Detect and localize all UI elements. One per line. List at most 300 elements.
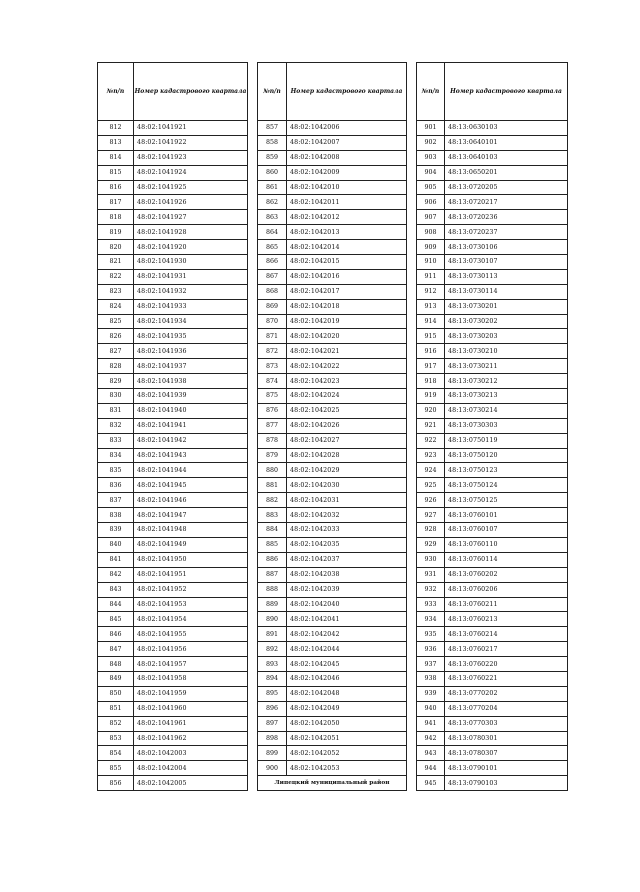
row-number: 915 <box>417 329 445 344</box>
table-row <box>98 240 248 255</box>
table-row <box>258 299 407 314</box>
cadastral-quarter-number: 48:13:0730203 <box>445 329 568 344</box>
cadastral-quarter-number: 48:13:0780301 <box>445 731 568 746</box>
cadastral-quarter-number: 48:02:1042008 <box>287 150 407 165</box>
cadastral-quarter-number: 48:02:1041923 <box>134 150 248 165</box>
table-row <box>98 523 248 538</box>
row-number: 874 <box>258 374 287 389</box>
row-number: 860 <box>258 165 287 180</box>
table-row <box>258 597 407 612</box>
table-row <box>258 150 407 165</box>
cadastral-quarter-number: 48:02:1041948 <box>134 523 248 538</box>
cadastral-quarter-number: 48:02:1041934 <box>134 314 248 329</box>
row-number: 844 <box>98 597 134 612</box>
cadastral-quarter-number: 48:02:1042048 <box>287 686 407 701</box>
cadastral-quarter-number: 48:13:0760110 <box>445 537 568 552</box>
table-header-row <box>417 63 568 121</box>
cadastral-quarter-number: 48:02:1042023 <box>287 374 407 389</box>
table-row <box>258 210 407 225</box>
cadastral-quarter-number: 48:13:0720217 <box>445 195 568 210</box>
cadastral-quarter-number: 48:02:1042020 <box>287 329 407 344</box>
row-number: 916 <box>417 344 445 359</box>
row-number: 939 <box>417 686 445 701</box>
cadastral-quarter-number: 48:02:1042046 <box>287 671 407 686</box>
row-number: 926 <box>417 493 445 508</box>
table-row <box>417 418 568 433</box>
cadastral-quarter-number: 48:02:1042003 <box>134 746 248 761</box>
table-header-row <box>258 63 407 121</box>
table-row <box>417 642 568 657</box>
cadastral-quarter-number: 48:02:1041955 <box>134 627 248 642</box>
cadastral-quarter-number: 48:02:1041956 <box>134 642 248 657</box>
table-row <box>417 746 568 761</box>
table-row <box>98 776 248 791</box>
cadastral-quarter-number: 48:02:1042037 <box>287 552 407 567</box>
table-row <box>417 314 568 329</box>
row-number: 930 <box>417 552 445 567</box>
cadastral-quarter-number: 48:02:1041938 <box>134 374 248 389</box>
row-number: 901 <box>417 121 445 136</box>
cadastral-quarter-number: 48:02:1042024 <box>287 389 407 404</box>
row-number: 904 <box>417 165 445 180</box>
row-number: 899 <box>258 746 287 761</box>
table-row <box>417 150 568 165</box>
row-number: 927 <box>417 508 445 523</box>
row-number: 903 <box>417 150 445 165</box>
row-number: 875 <box>258 389 287 404</box>
cadastral-quarter-number: 48:13:0750123 <box>445 463 568 478</box>
table-row <box>258 716 407 731</box>
cadastral-quarter-number: 48:13:0730214 <box>445 403 568 418</box>
cadastral-quarter-number: 48:02:1042032 <box>287 508 407 523</box>
row-number: 850 <box>98 686 134 701</box>
cadastral-quarter-number: 48:02:1042004 <box>134 761 248 776</box>
table-row <box>258 195 407 210</box>
row-number: 832 <box>98 418 134 433</box>
row-number: 921 <box>417 418 445 433</box>
table-row <box>258 389 407 404</box>
row-number: 812 <box>98 121 134 136</box>
row-number: 870 <box>258 314 287 329</box>
cadastral-quarter-number: 48:02:1042025 <box>287 403 407 418</box>
table-row <box>258 567 407 582</box>
cadastral-quarter-number: 48:02:1042011 <box>287 195 407 210</box>
cadastral-quarter-number: 48:13:0760217 <box>445 642 568 657</box>
table-row <box>258 627 407 642</box>
cadastral-quarter-number: 48:02:1042010 <box>287 180 407 195</box>
table-row <box>98 329 248 344</box>
row-number: 861 <box>258 180 287 195</box>
cadastral-quarter-number: 48:13:0730213 <box>445 389 568 404</box>
table-row <box>258 612 407 627</box>
cadastral-quarter-number: 48:02:1042029 <box>287 463 407 478</box>
table-row <box>417 329 568 344</box>
cadastral-quarter-number: 48:13:0730107 <box>445 255 568 270</box>
table-row <box>417 627 568 642</box>
cadastral-quarter-number: 48:02:1041930 <box>134 255 248 270</box>
table-row <box>417 269 568 284</box>
table-row <box>417 225 568 240</box>
cadastral-quarter-number: 48:02:1041936 <box>134 344 248 359</box>
cadastral-quarter-number: 48:02:1042042 <box>287 627 407 642</box>
cadastral-table-1 <box>97 62 248 791</box>
cadastral-quarter-number: 48:13:0750125 <box>445 493 568 508</box>
table-row <box>258 671 407 686</box>
table-row <box>258 225 407 240</box>
row-number: 830 <box>98 389 134 404</box>
cadastral-quarter-number: 48:02:1042045 <box>287 657 407 672</box>
cadastral-quarter-number: 48:13:0730210 <box>445 344 568 359</box>
row-number: 814 <box>98 150 134 165</box>
cadastral-quarter-number: 48:13:0780307 <box>445 746 568 761</box>
cadastral-quarter-number: 48:02:1041939 <box>134 389 248 404</box>
header-cadastral-quarter: Номер кадастрового квартала <box>134 63 248 121</box>
cadastral-quarter-number: 48:02:1041942 <box>134 433 248 448</box>
table-row <box>98 314 248 329</box>
table-row <box>417 240 568 255</box>
table-row <box>417 582 568 597</box>
row-number: 856 <box>98 776 134 791</box>
table-row <box>417 523 568 538</box>
row-number: 831 <box>98 403 134 418</box>
row-number: 941 <box>417 716 445 731</box>
row-number: 910 <box>417 255 445 270</box>
cadastral-quarter-number: 48:02:1041950 <box>134 552 248 567</box>
table-row <box>258 582 407 597</box>
table-header-row <box>98 63 248 121</box>
row-number: 868 <box>258 284 287 299</box>
table-row <box>258 537 407 552</box>
row-number: 924 <box>417 463 445 478</box>
row-number: 897 <box>258 716 287 731</box>
table-row <box>417 761 568 776</box>
cadastral-quarter-number: 48:13:0720205 <box>445 180 568 195</box>
table-row <box>98 627 248 642</box>
cadastral-table-3 <box>416 62 568 791</box>
row-number: 944 <box>417 761 445 776</box>
row-number: 822 <box>98 269 134 284</box>
table-row <box>98 359 248 374</box>
row-number: 824 <box>98 299 134 314</box>
cadastral-quarter-number: 48:02:1042050 <box>287 716 407 731</box>
cadastral-quarter-number: 48:02:1041953 <box>134 597 248 612</box>
row-number: 829 <box>98 374 134 389</box>
row-number: 895 <box>258 686 287 701</box>
table-row <box>98 299 248 314</box>
table-row <box>98 686 248 701</box>
row-number: 922 <box>417 433 445 448</box>
table-row <box>417 597 568 612</box>
table-row <box>417 359 568 374</box>
table-row <box>417 389 568 404</box>
row-number: 937 <box>417 657 445 672</box>
row-number: 919 <box>417 389 445 404</box>
cadastral-quarter-number: 48:02:1042007 <box>287 135 407 150</box>
row-number: 912 <box>417 284 445 299</box>
row-number: 933 <box>417 597 445 612</box>
cadastral-quarter-number: 48:13:0730113 <box>445 269 568 284</box>
table-row <box>258 284 407 299</box>
row-number: 866 <box>258 255 287 270</box>
row-number: 872 <box>258 344 287 359</box>
row-number: 825 <box>98 314 134 329</box>
row-number: 905 <box>417 180 445 195</box>
cadastral-quarter-number: 48:13:0760206 <box>445 582 568 597</box>
row-number: 855 <box>98 761 134 776</box>
header-cadastral-quarter: Номер кадастрового квартала <box>287 63 407 121</box>
row-number: 920 <box>417 403 445 418</box>
table-row <box>258 493 407 508</box>
cadastral-quarter-number: 48:13:0760101 <box>445 508 568 523</box>
cadastral-quarter-number: 48:02:1041960 <box>134 701 248 716</box>
row-number: 940 <box>417 701 445 716</box>
table-row <box>417 537 568 552</box>
table-row <box>98 761 248 776</box>
table-row <box>98 582 248 597</box>
cadastral-quarter-number: 48:13:0770204 <box>445 701 568 716</box>
cadastral-quarter-number: 48:13:0640103 <box>445 150 568 165</box>
row-number: 858 <box>258 135 287 150</box>
table-row <box>258 240 407 255</box>
table-row <box>98 255 248 270</box>
row-number: 929 <box>417 537 445 552</box>
row-number: 828 <box>98 359 134 374</box>
row-number: 902 <box>417 135 445 150</box>
table-row <box>417 552 568 567</box>
row-number: 834 <box>98 448 134 463</box>
cadastral-quarter-number: 48:02:1041952 <box>134 582 248 597</box>
row-number: 857 <box>258 121 287 136</box>
table-row <box>98 403 248 418</box>
table-row <box>258 686 407 701</box>
row-number: 848 <box>98 657 134 672</box>
row-number: 914 <box>417 314 445 329</box>
table-row <box>98 597 248 612</box>
cadastral-quarter-number: 48:02:1041940 <box>134 403 248 418</box>
district-heading: Липецкий муниципальный район <box>258 776 407 791</box>
table-row <box>258 269 407 284</box>
header-cadastral-quarter: Номер кадастрового квартала <box>445 63 568 121</box>
table-row <box>417 716 568 731</box>
cadastral-quarter-number: 48:02:1042017 <box>287 284 407 299</box>
cadastral-quarter-number: 48:02:1041937 <box>134 359 248 374</box>
table-row <box>98 180 248 195</box>
row-number: 938 <box>417 671 445 686</box>
row-number: 847 <box>98 642 134 657</box>
table-row <box>258 463 407 478</box>
cadastral-quarter-number: 48:13:0770202 <box>445 686 568 701</box>
cadastral-quarter-number: 48:02:1042014 <box>287 240 407 255</box>
cadastral-quarter-number: 48:02:1042049 <box>287 701 407 716</box>
cadastral-quarter-number: 48:02:1042013 <box>287 225 407 240</box>
table-body <box>98 121 248 791</box>
table-row <box>98 195 248 210</box>
table-row <box>258 418 407 433</box>
cadastral-quarter-number: 48:13:0760211 <box>445 597 568 612</box>
row-number: 880 <box>258 463 287 478</box>
row-number: 917 <box>417 359 445 374</box>
cadastral-quarter-number: 48:13:0760114 <box>445 552 568 567</box>
table-row <box>258 657 407 672</box>
cadastral-quarter-number: 48:13:0770303 <box>445 716 568 731</box>
cadastral-quarter-number: 48:02:1042035 <box>287 537 407 552</box>
row-number: 869 <box>258 299 287 314</box>
row-number: 851 <box>98 701 134 716</box>
cadastral-quarter-number: 48:02:1042019 <box>287 314 407 329</box>
row-number: 913 <box>417 299 445 314</box>
row-number: 883 <box>258 508 287 523</box>
table-row <box>98 552 248 567</box>
table-row <box>417 731 568 746</box>
table-row <box>98 433 248 448</box>
cadastral-quarter-number: 48:13:0760107 <box>445 523 568 538</box>
cadastral-quarter-number: 48:02:1042040 <box>287 597 407 612</box>
cadastral-quarter-number: 48:02:1042022 <box>287 359 407 374</box>
cadastral-quarter-number: 48:13:0640101 <box>445 135 568 150</box>
row-number: 845 <box>98 612 134 627</box>
cadastral-quarter-number: 48:02:1041943 <box>134 448 248 463</box>
row-number: 827 <box>98 344 134 359</box>
row-number: 842 <box>98 567 134 582</box>
row-number: 835 <box>98 463 134 478</box>
cadastral-quarter-number: 48:02:1041920 <box>134 240 248 255</box>
cadastral-quarter-number: 48:02:1041921 <box>134 121 248 136</box>
cadastral-quarter-number: 48:13:0730202 <box>445 314 568 329</box>
cadastral-quarter-number: 48:02:1041922 <box>134 135 248 150</box>
table-row <box>98 463 248 478</box>
cadastral-quarter-number: 48:13:0730201 <box>445 299 568 314</box>
cadastral-quarter-number: 48:13:0760220 <box>445 657 568 672</box>
table-row <box>417 478 568 493</box>
cadastral-quarter-number: 48:02:1041949 <box>134 537 248 552</box>
cadastral-quarter-number: 48:02:1041961 <box>134 716 248 731</box>
row-number: 840 <box>98 537 134 552</box>
table-row <box>98 657 248 672</box>
cadastral-quarter-number: 48:02:1042016 <box>287 269 407 284</box>
cadastral-quarter-number: 48:13:0750120 <box>445 448 568 463</box>
table-row <box>98 225 248 240</box>
row-number: 918 <box>417 374 445 389</box>
row-number: 928 <box>417 523 445 538</box>
table-row <box>258 642 407 657</box>
cadastral-quarter-number: 48:13:0650201 <box>445 165 568 180</box>
row-number: 826 <box>98 329 134 344</box>
cadastral-quarter-number: 48:02:1042030 <box>287 478 407 493</box>
cadastral-quarter-number: 48:13:0730106 <box>445 240 568 255</box>
row-number: 815 <box>98 165 134 180</box>
row-number: 817 <box>98 195 134 210</box>
table-row <box>417 701 568 716</box>
table-row <box>258 731 407 746</box>
table-row <box>98 165 248 180</box>
cadastral-quarter-number: 48:02:1042006 <box>287 121 407 136</box>
table-row <box>98 642 248 657</box>
cadastral-quarter-number: 48:13:0790101 <box>445 761 568 776</box>
table-row <box>258 314 407 329</box>
cadastral-quarter-number: 48:02:1042012 <box>287 210 407 225</box>
table-row <box>258 746 407 761</box>
row-number: 931 <box>417 567 445 582</box>
row-number: 820 <box>98 240 134 255</box>
table-row <box>258 433 407 448</box>
cadastral-quarter-number: 48:13:0730212 <box>445 374 568 389</box>
cadastral-quarter-number: 48:13:0730114 <box>445 284 568 299</box>
row-number: 887 <box>258 567 287 582</box>
row-number: 818 <box>98 210 134 225</box>
row-number: 893 <box>258 657 287 672</box>
row-number: 837 <box>98 493 134 508</box>
table-row <box>417 180 568 195</box>
table-row <box>417 165 568 180</box>
row-number: 853 <box>98 731 134 746</box>
row-number: 936 <box>417 642 445 657</box>
cadastral-quarter-number: 48:02:1042009 <box>287 165 407 180</box>
table-row <box>417 463 568 478</box>
cadastral-quarter-number: 48:02:1042018 <box>287 299 407 314</box>
table-row <box>258 374 407 389</box>
cadastral-quarter-number: 48:02:1041928 <box>134 225 248 240</box>
row-number: 846 <box>98 627 134 642</box>
cadastral-quarter-number: 48:02:1042051 <box>287 731 407 746</box>
cadastral-quarter-number: 48:02:1041933 <box>134 299 248 314</box>
cadastral-quarter-number: 48:02:1041924 <box>134 165 248 180</box>
table-row <box>417 776 568 791</box>
cadastral-quarter-number: 48:02:1042044 <box>287 642 407 657</box>
table-row <box>417 284 568 299</box>
row-number: 909 <box>417 240 445 255</box>
cadastral-quarter-number: 48:02:1041926 <box>134 195 248 210</box>
row-number: 923 <box>417 448 445 463</box>
row-number: 877 <box>258 418 287 433</box>
table-row <box>98 716 248 731</box>
table-body <box>258 121 407 791</box>
cadastral-quarter-number: 48:02:1041931 <box>134 269 248 284</box>
row-number: 859 <box>258 150 287 165</box>
table-row <box>258 448 407 463</box>
row-number: 885 <box>258 537 287 552</box>
row-number: 836 <box>98 478 134 493</box>
row-number: 890 <box>258 612 287 627</box>
table-row <box>258 552 407 567</box>
cadastral-quarter-number: 48:02:1041927 <box>134 210 248 225</box>
row-number: 863 <box>258 210 287 225</box>
table-row <box>417 493 568 508</box>
row-number: 873 <box>258 359 287 374</box>
row-number: 879 <box>258 448 287 463</box>
table-row <box>258 180 407 195</box>
row-number: 838 <box>98 508 134 523</box>
cadastral-quarter-number: 48:02:1041935 <box>134 329 248 344</box>
cadastral-quarter-number: 48:02:1041932 <box>134 284 248 299</box>
table-row <box>258 478 407 493</box>
header-num: №п/п <box>417 63 445 121</box>
header-num: №п/п <box>258 63 287 121</box>
table-row <box>417 612 568 627</box>
table-row <box>98 121 248 136</box>
table-row <box>417 195 568 210</box>
cadastral-quarter-number: 48:02:1041946 <box>134 493 248 508</box>
row-number: 867 <box>258 269 287 284</box>
cadastral-quarter-number: 48:02:1041925 <box>134 180 248 195</box>
table-row <box>417 210 568 225</box>
table-row <box>98 284 248 299</box>
cadastral-quarter-number: 48:02:1042026 <box>287 418 407 433</box>
table-row <box>98 493 248 508</box>
table-row <box>258 701 407 716</box>
cadastral-quarter-number: 48:13:0750119 <box>445 433 568 448</box>
cadastral-quarter-number: 48:13:0720236 <box>445 210 568 225</box>
row-number: 906 <box>417 195 445 210</box>
